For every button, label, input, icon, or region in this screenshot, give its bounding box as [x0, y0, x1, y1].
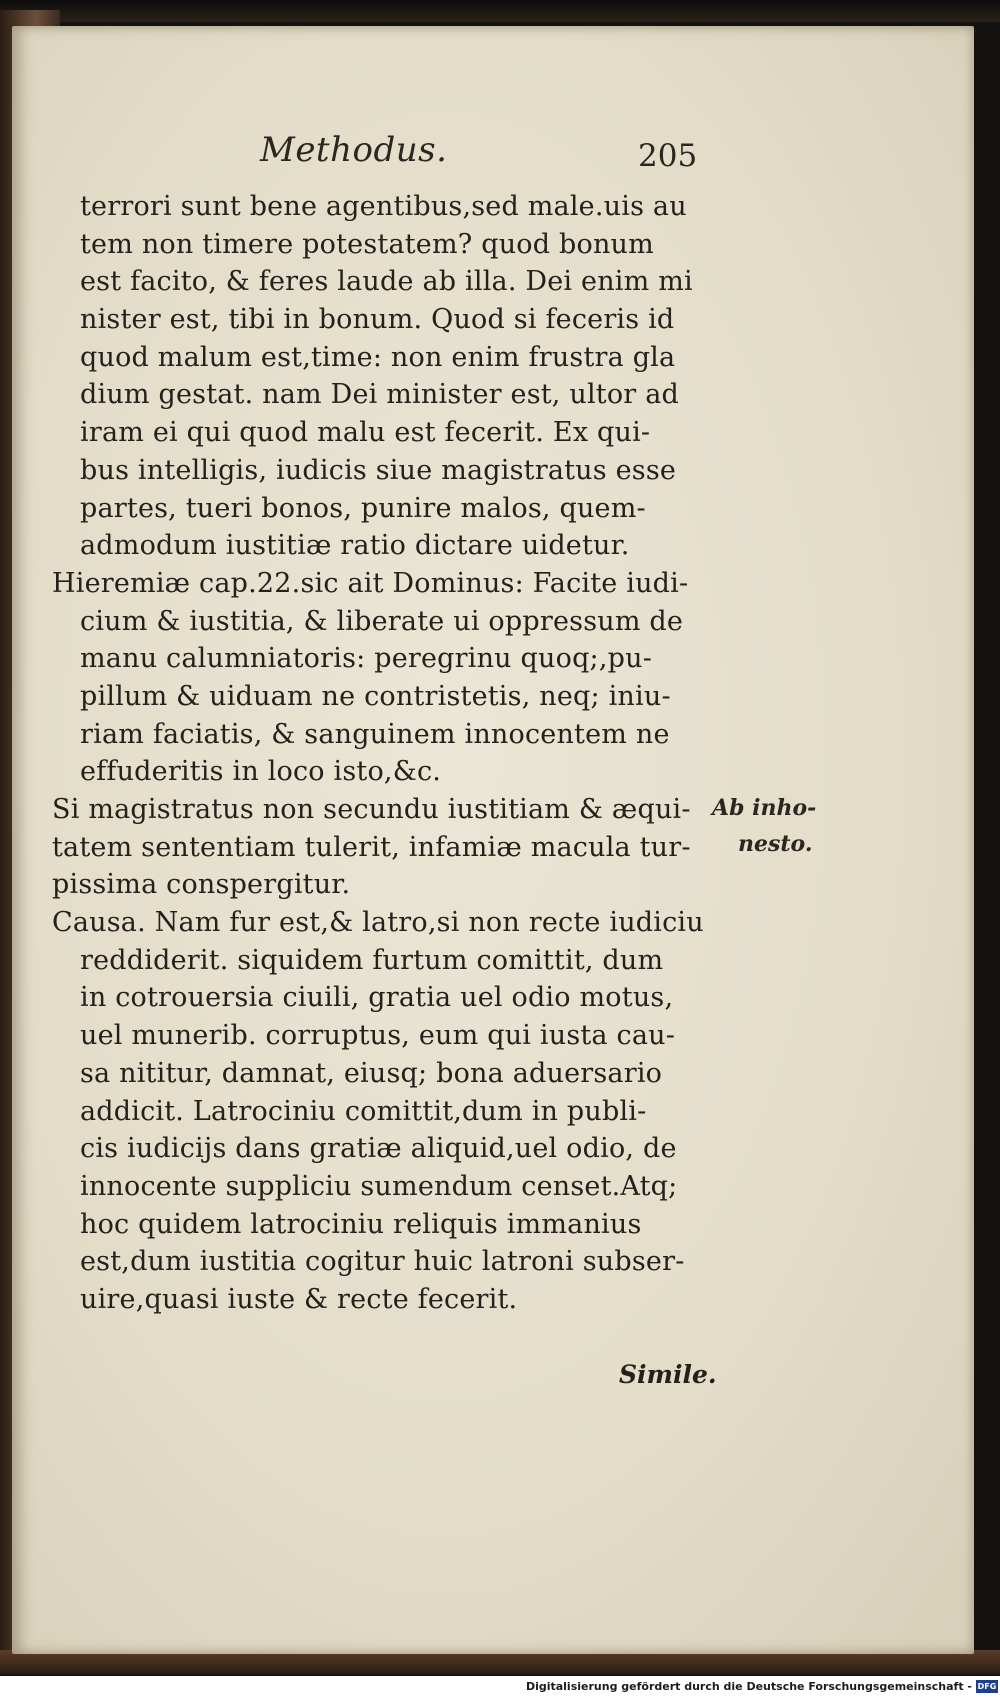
scan-top-edge [0, 0, 1000, 22]
text-line: Si magistratus non secundu iustitiam & æqui- [52, 794, 691, 825]
margin-note-line: nesto. [738, 831, 813, 857]
text-line: tem non timere potestatem? quod bonum [80, 228, 654, 260]
text-line: tatem sententiam tulerit, infamiæ macula tur- [52, 831, 691, 863]
text-line: uire,quasi iuste & recte fecerit. [80, 1283, 518, 1315]
text-line: sa nititur, damnat, eiusq; bona aduersario [80, 1057, 663, 1089]
text-line: innocente suppliciu sumendum censet.Atq; [80, 1170, 678, 1202]
page-number: 205 [638, 138, 698, 174]
text-line: cium & iustitia, & liberate ui oppressum de [80, 605, 684, 637]
text-line: reddiderit. siquidem furtum comittit, dum [80, 944, 664, 976]
dfg-logo: DFG [977, 1682, 997, 1691]
text-line: nister est, tibi in bonum. Quod si feceris id [80, 304, 675, 336]
book-page [12, 26, 974, 1654]
text-line: est facito, & feres laude ab illa. Dei enim mi [80, 266, 693, 298]
text-line: uel munerib. corruptus, eum qui iusta cau- [80, 1020, 676, 1052]
text-line: bus intelligis, iudicis siue magistratus esse [80, 454, 677, 486]
text-line: in cotrouersia ciuili, gratia uel odio motus, [80, 982, 674, 1014]
running-head: Methodus. [260, 130, 448, 170]
text-line: Hieremiæ cap.22.sic ait Dominus: Facite iudi- [52, 567, 689, 599]
text-line: quod malum est,time: non enim frustra gla [80, 341, 676, 373]
text-line: iram ei qui quod malu est fecerit. Ex qui- [80, 417, 651, 449]
digitization-credit-bar [0, 1676, 1000, 1698]
text-line: hoc quidem latrociniu reliquis immanius [80, 1208, 642, 1240]
catchword: Simile. [619, 1360, 717, 1389]
margin-note-line: Ab inho- [712, 795, 817, 821]
digitization-credit: Digitalisierung gefördert durch die Deutsche Forschungsgemeinschaft - [525, 1680, 972, 1693]
text-line: riam faciatis, & sanguinem innocentem ne [80, 718, 670, 750]
body-text [52, 188, 702, 1319]
text-line: admodum iustitiæ ratio dictare uidetur. [80, 530, 630, 562]
text-line: cis iudicijs dans gratiæ aliquid,uel odio, de [80, 1133, 677, 1165]
text-line: manu calumniatoris: peregrinu quoq;,pu- [80, 643, 653, 675]
text-line: effuderitis in loco isto,&c. [80, 756, 442, 788]
text-line: addicit. Latrociniu comittit,dum in publi- [80, 1095, 647, 1127]
text-line: pillum & uiduam ne contristetis, neq; iniu- [80, 680, 671, 712]
text-line: partes, tueri bonos, punire malos, quem- [80, 492, 646, 524]
text-line: pissima conspergitur. [52, 869, 351, 901]
text-line: est,dum iustitia cogitur huic latroni subser- [80, 1246, 685, 1278]
text-line: dium gestat. nam Dei minister est, ultor ad [80, 379, 679, 411]
text-line: terrori sunt bene agentibus,sed male.uis au [80, 191, 687, 222]
text-line: Causa. Nam fur est,& latro,si non recte iudiciu [52, 907, 704, 939]
